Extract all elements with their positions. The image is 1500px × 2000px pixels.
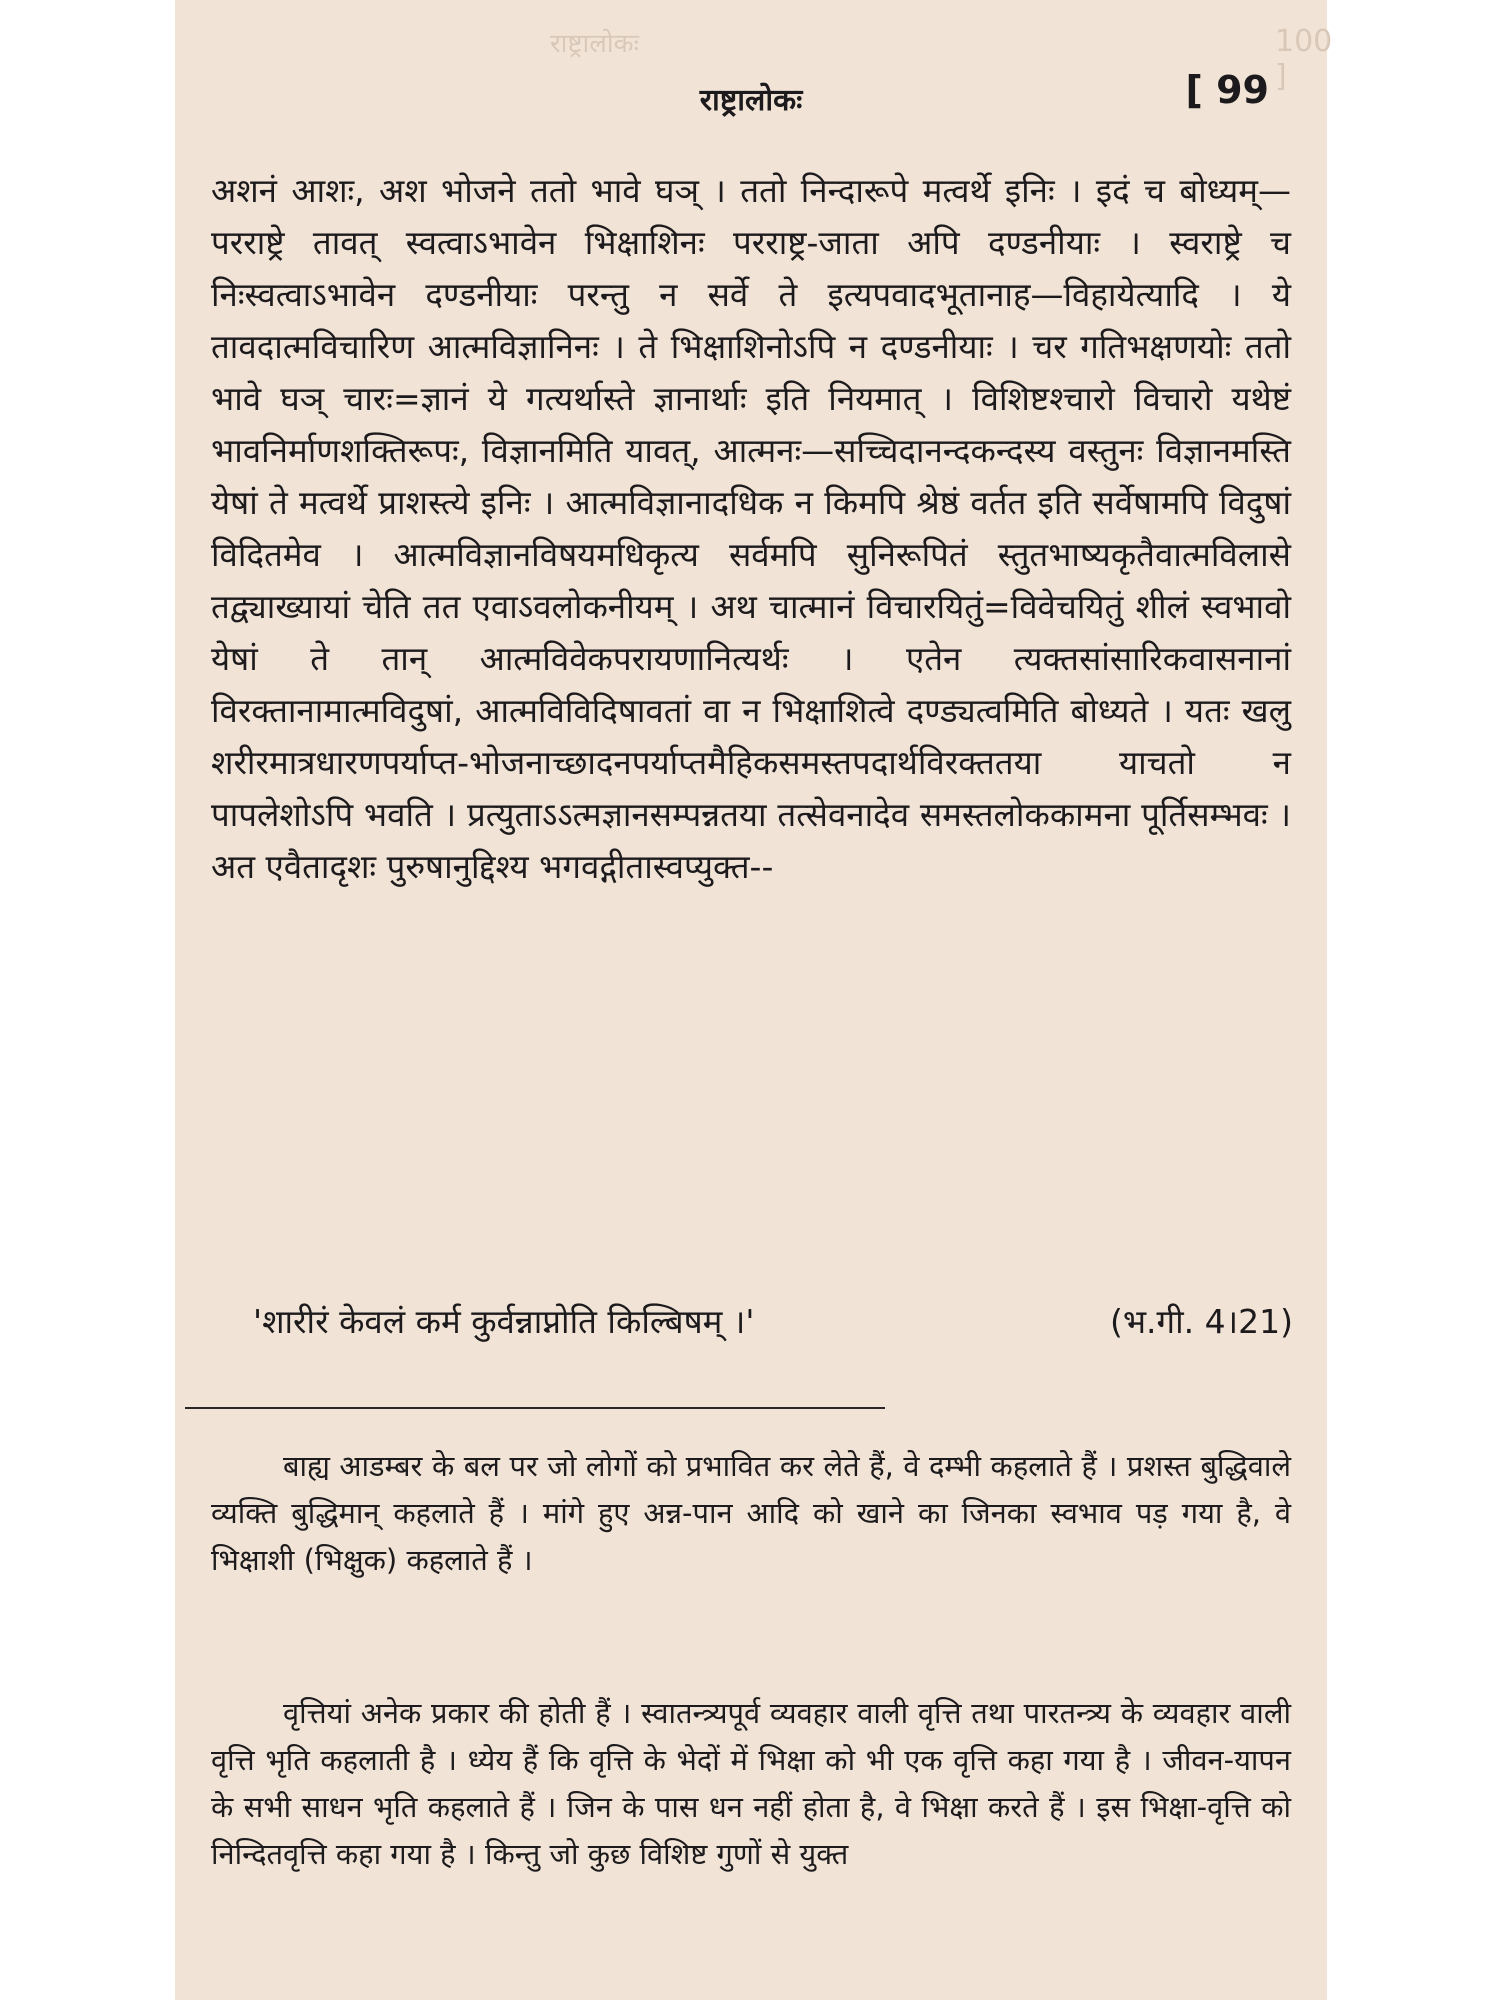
verse-text: 'शारीरं केवलं कर्म कुर्वन्नाप्नोति किल्बिषम् ।' <box>253 1302 755 1341</box>
footnote-divider <box>185 1407 885 1409</box>
book-page <box>175 0 1333 2000</box>
bleed-through-page-number: 100 ] <box>1275 24 1333 94</box>
page-number: [ 99 <box>1185 68 1269 112</box>
running-title: राष्ट्रालोकः <box>699 83 803 118</box>
gita-verse-quote <box>253 1298 1293 1343</box>
sanskrit-commentary: अशनं आशः, अश भोजने ततो भावे घञ् । ततो निन्दारूपे मत्वर्थे इनिः । इदं च बोध्यम्—परराष्ट्रे तावत् स्वत्वाऽभावेन भिक्षाशिनः परराष्ट्र-जाता अपि दण्डनीयाः । स्वराष्ट्रे च निःस्वत्वाऽभावेन दण्डनीयाः परन्तु न सर्वे ते इत्यपवादभूतानाह—विहायेत्यादि । ये तावदात्मविचारिण आत्मविज्ञानिनः । ते भिक्षाशिनोऽपि न दण्डनीयाः । चर गतिभक्षणयोः ततो भावे घञ् चारः=ज्ञानं ये गत्यर्थास्ते ज्ञानार्थाः इति नियमात् । विशिष्टश्चारो विचारो यथेष्टं भावनिर्माणशक्तिरूपः, विज्ञानमिति यावत्, आत्मनः—सच्चिदानन्दकन्दस्य वस्तुनः विज्ञानमस्ति येषां ते मत्वर्थे प्राशस्त्ये इनिः । आत्मविज्ञानादधिक न किमपि श्रेष्ठं वर्तत इति सर्वेषामपि विदुषां विदितमेव । आत्मविज्ञानविषयमधिकृत्य सर्वमपि सुनिरूपितं स्तुतभाष्यकृतैवात्मविलासे तद्व्याख्यायां चेति तत एवाऽवलोकनीयम् । अथ चात्मानं विचारयितुं=विवेचयितुं शीलं स्वभावो येषां ते तान् आत्मविवेकपरायणानित्यर्थः । एतेन त्यक्तसांसारिकवासनानां विरक्तानामात्मविदुषां, आत्मविविदिषावतां वा न भिक्षाशित्वे दण्ड्यत्वमिति बोध्यते । यतः खलु शरीरमात्रधारणपर्याप्त-भोजनाच्छादनपर्याप्तमैहिकसमस्तपदार्थविरक्ततया याचतो न पापलेशोऽपि भवति । प्रत्युताऽऽत्मज्ञानसम्पन्नतया तत्सेवनादेव समस्तलोककामना पूर्तिसम्भवः । अत एवैतादृशः पुरुषानुद्दिश्य भगवद्गीतास्वप्युक्त-- <box>211 171 1291 886</box>
hindi-footnote-1: बाह्य आडम्बर के बल पर जो लोगों को प्रभावित कर लेते हैं, वे दम्भी कहलाते हैं । प्रशस्त बुद्धिवाले व्यक्ति बुद्धिमान् कहलाते हैं । मांगे हुए अन्न-पान आदि को खाने का जिनका स्वभाव पड़ गया है, वे भिक्षाशी (भिक्षुक) कहलाते हैं । <box>211 1449 1291 1577</box>
hindi-footnote-2: वृत्तियां अनेक प्रकार की होती हैं । स्वातन्त्र्यपूर्व व्यवहार वाली वृत्ति तथा पारतन्त्र्य के व्यवहार वाली वृत्ति भृति कहलाती है । ध्येय हैं कि वृत्ति के भेदों में भिक्षा को भी एक वृत्ति कहा गया है । जीवन-यापन के सभी साधन भृति कहलाते हैं । जिन के पास धन नहीं होता है, वे भिक्षा करते हैं । इस भिक्षा-वृत्ति को निन्दितवृत्ति कहा गया है । किन्तु जो कुछ विशिष्ट गुणों से युक्त <box>211 1696 1291 1871</box>
bleed-through-title: राष्ट्रालोकः <box>550 29 639 59</box>
verse-reference: (भ.गी. 4।21) <box>1109 1302 1293 1341</box>
